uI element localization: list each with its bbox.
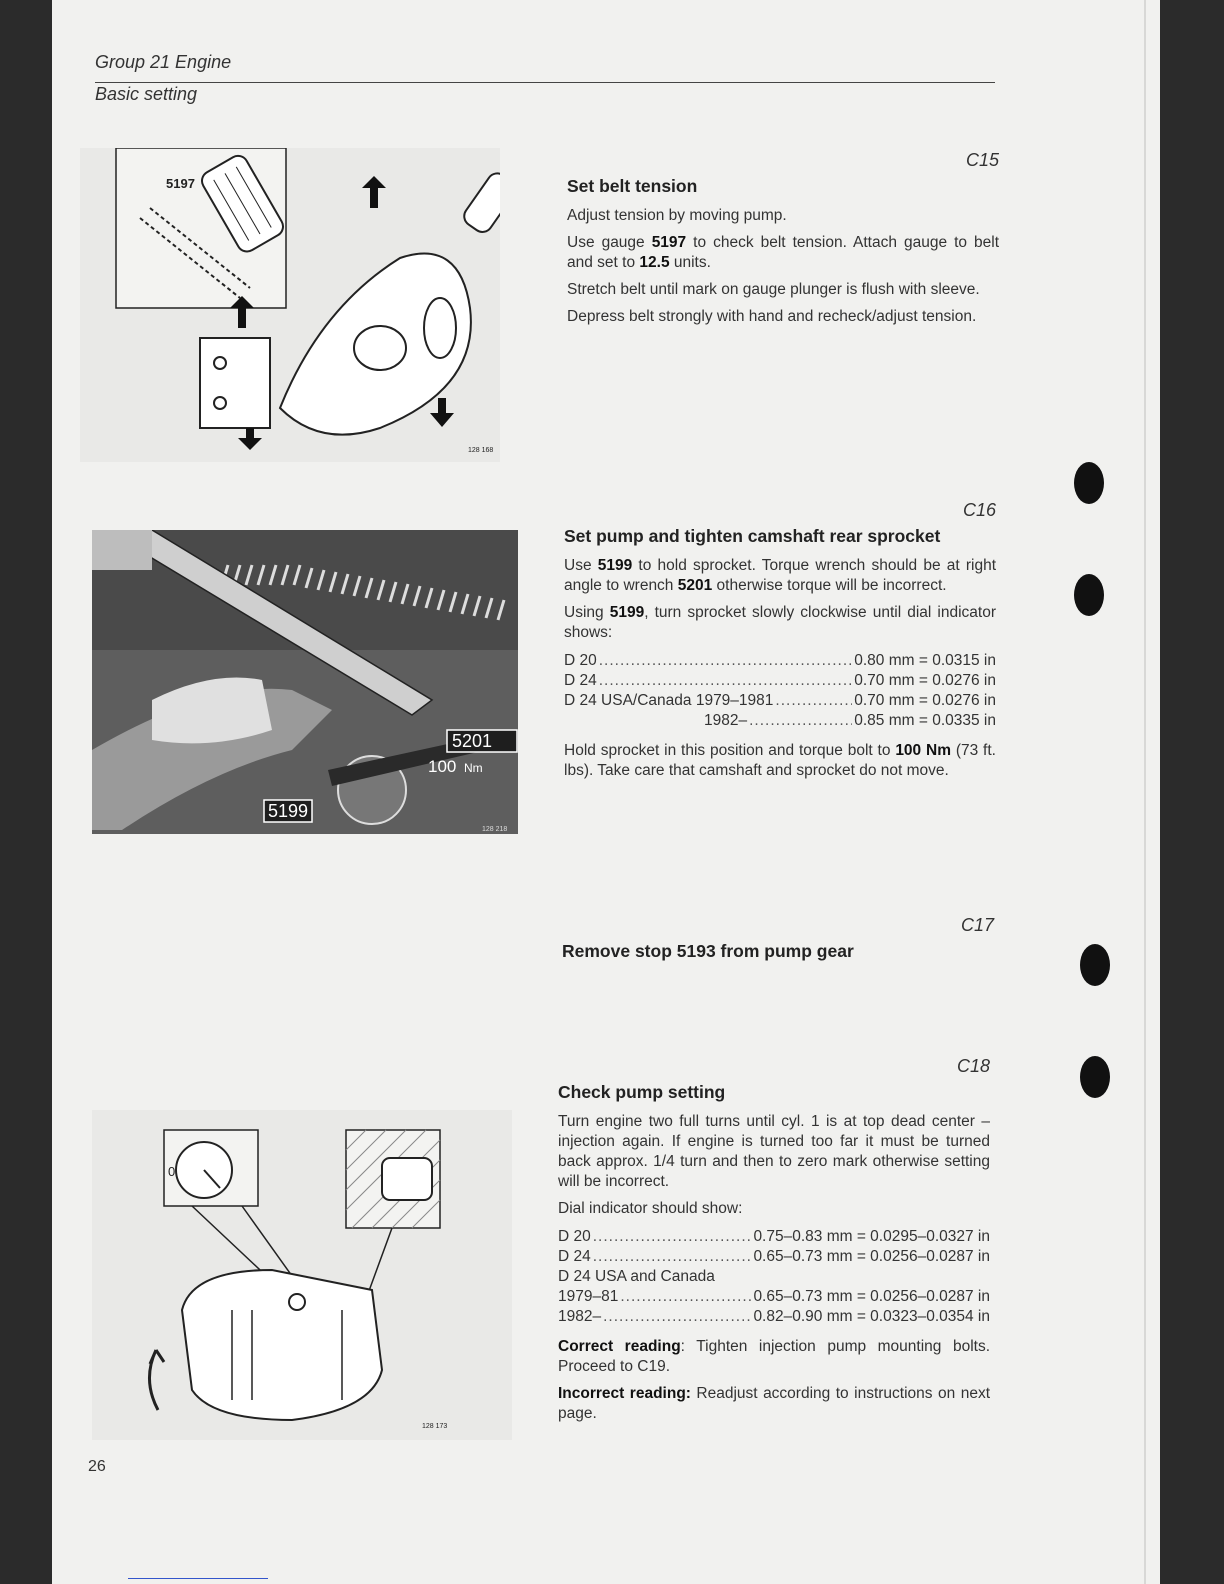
figure-torque-photo (92, 530, 518, 834)
label-5201: 5201 (452, 731, 493, 751)
spec-row: D 24 ..... 0.70 mm = 0.0276 in (564, 671, 996, 691)
header-group: Group 21 Engine (95, 52, 232, 72)
spec-list (558, 1227, 990, 1327)
dial-indicator-diagram (92, 1110, 512, 1440)
rotation-arrow (149, 1350, 164, 1410)
spec-row: 1982– ..... 0.82–0.90 mm = 0.0323–0.0354 in (558, 1307, 990, 1327)
paragraph: Correct reading: Tighten injection pump mounting bolts. Proceed to C19. (558, 1338, 991, 1375)
spec-row: D 20 ..... 0.75–0.83 mm = 0.0295–0.0327 in (558, 1227, 990, 1247)
binder-hole (1080, 944, 1110, 986)
paragraph: Use 5199 to hold sprocket. Torque wrench should be at right angle to wrench 5201 otherwise torque will be incorrect. (564, 557, 997, 594)
spec-row: 1982– ..... 0.85 mm = 0.0335 in (564, 711, 996, 731)
underline-mark (128, 1578, 268, 1579)
paragraph: Incorrect reading: Readjust according to instructions on next page. (558, 1385, 991, 1422)
section-id: C18 (956, 1056, 990, 1076)
section-c17 (562, 915, 994, 971)
section-c16 (564, 500, 996, 788)
paragraph: Adjust tension by moving pump. (567, 207, 787, 224)
page-edge (1144, 0, 1146, 1584)
section-title: Set belt tension (567, 176, 698, 196)
header-rule (95, 82, 995, 83)
paragraph: Turn engine two full turns until cyl. 1 is at top dead center – injection again. If engine is turned too far it must be turned back approx. 1/4 turn and then to zero mark otherwise setting will be incorrect. (558, 1113, 990, 1190)
mount-block (200, 338, 270, 428)
label-torque-value: 100 (428, 757, 457, 776)
down-arrow (238, 428, 262, 450)
figure-code: 128 168 (468, 447, 494, 454)
figure-belt-tension (80, 148, 500, 462)
spec-row: D 24 ..... 0.65–0.73 mm = 0.0256–0.0287 in (558, 1247, 990, 1267)
section-title: Check pump setting (558, 1082, 726, 1102)
up-arrow (362, 176, 386, 208)
hand (152, 678, 272, 744)
header-subtitle: Basic setting (95, 84, 198, 104)
section-title: Remove stop 5193 from pump gear (562, 941, 854, 961)
section-id: C16 (962, 500, 996, 520)
torque-photo (92, 530, 518, 834)
binder-hole (1080, 1056, 1110, 1098)
page-number: 26 (88, 1458, 106, 1475)
dial-zero: 0 (168, 1164, 176, 1179)
section-title: Set pump and tighten camshaft rear sprocket (564, 526, 941, 546)
label-5199: 5199 (268, 801, 309, 821)
paragraph: Depress belt strongly with hand and recheck/adjust tension. (567, 308, 977, 325)
section-id: C17 (960, 915, 994, 935)
engine-outline (182, 1270, 382, 1420)
binder-hole (1074, 462, 1104, 504)
label-torque-unit: Nm (464, 761, 483, 775)
down-arrow-2 (430, 398, 454, 427)
section-c18 (558, 1056, 990, 1431)
spec-row: 1979–81 ..... 0.65–0.73 mm = 0.0256–0.0287 in (558, 1287, 990, 1307)
spec-row: D 20 ..... 0.80 mm = 0.0315 in (564, 651, 996, 671)
paragraph: Hold sprocket in this position and torque bolt to 100 Nm (73 ft. lbs). Take care that camshaft and sprocket do not move. (564, 742, 996, 779)
paragraph: Stretch belt until mark on gauge plunger is flush with sleeve. (567, 281, 980, 298)
section-c15 (567, 150, 999, 334)
figure-code: 128 218 (482, 826, 508, 833)
spec-list (564, 651, 996, 731)
paragraph: Dial indicator should show: (558, 1200, 743, 1217)
section-id: C15 (965, 150, 999, 170)
belt-tension-diagram (80, 148, 500, 462)
paragraph: Use gauge 5197 to check belt tension. Attach gauge to belt and set to 12.5 units. (567, 234, 1000, 271)
manual-page (52, 0, 1160, 1584)
paragraph: Using 5199, turn sprocket slowly clockwise until dial indicator shows: (564, 604, 997, 641)
spec-row: D 24 USA and Canada (558, 1268, 715, 1285)
figure-code: 128 173 (422, 1423, 448, 1430)
inset-tool-label: 5197 (166, 176, 195, 191)
spec-row: D 24 USA/Canada 1979–1981 ..... 0.70 mm = 0.0276 in (564, 691, 996, 711)
figure-dial-indicator (92, 1110, 512, 1440)
gauge-right (460, 169, 500, 235)
binder-hole (1074, 574, 1104, 616)
